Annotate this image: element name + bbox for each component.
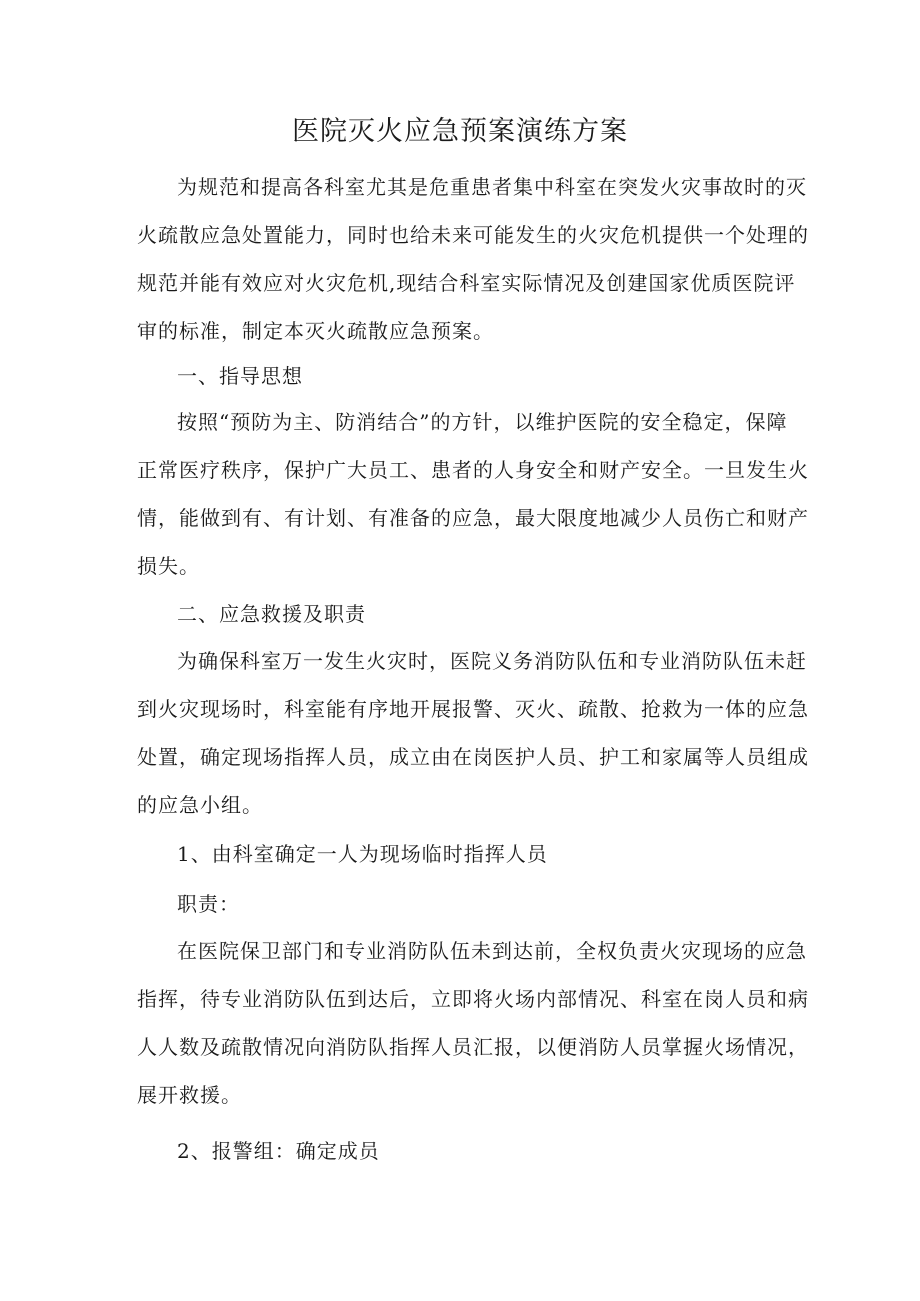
- section-heading-emergency-rescue: 二、应急救援及职责: [177, 602, 366, 626]
- section2-line: 到火灾现场时，科室能有序地开展报警、灭火、疏散、抢救为一体的应急: [137, 697, 809, 721]
- item1-line: 指挥，待专业消防队伍到达后，立即将火场内部情况、科室在岗人员和病: [137, 987, 809, 1011]
- section2-line: 处置，确定现场指挥人员，成立由在岗医护人员、护工和家属等人员组成: [137, 745, 809, 769]
- intro-line: 火疏散应急处置能力，同时也给未来可能发生的火灾危机提供一个处理的: [137, 223, 809, 247]
- item1-heading: 1、由科室确定一人为现场临时指挥人员: [177, 842, 548, 866]
- section2-paragraph: [137, 637, 809, 829]
- section-heading-guiding-principle: 一、指导思想: [177, 364, 303, 388]
- section1-paragraph: [137, 398, 809, 590]
- item1-duty-label: 职责：: [177, 892, 240, 916]
- section1-line: 正常医疗秩序，保护广大员工、患者的人身安全和财产安全。一旦发生火: [137, 458, 809, 482]
- item2-heading: 2、报警组：确定成员: [177, 1139, 380, 1163]
- intro-line: 规范并能有效应对火灾危机,现结合科室实际情况及创建国家优质医院评: [137, 271, 796, 295]
- item1-paragraph: [137, 927, 809, 1119]
- document-title: 医院灭火应急预案演练方案: [292, 116, 628, 147]
- intro-line: 为规范和提高各科室尤其是危重患者集中科室在突发火灾事故时的灭: [177, 175, 807, 199]
- section2-line: 的应急小组。: [137, 793, 263, 817]
- item1-line: 展开救援。: [137, 1083, 242, 1107]
- intro-line: 审的标准，制定本灭火疏散应急预案。: [137, 319, 494, 343]
- item1-line: 人人数及疏散情况向消防队指挥人员汇报，以便消防人员掌握火场情况，: [137, 1035, 809, 1059]
- item1-line: 在医院保卫部门和专业消防队伍未到达前，全权负责火灾现场的应急: [177, 939, 807, 963]
- section1-line: 损失。: [137, 554, 200, 578]
- intro-paragraph: [137, 163, 809, 355]
- section2-line: 为确保科室万一发生火灾时，医院义务消防队伍和专业消防队伍未赶: [177, 649, 807, 673]
- section1-line: 按照“预防为主、防消结合”的方针，以维护医院的安全稳定，保障: [177, 410, 788, 434]
- section1-line: 情，能做到有、有计划、有准备的应急，最大限度地减少人员伤亡和财产: [137, 506, 809, 530]
